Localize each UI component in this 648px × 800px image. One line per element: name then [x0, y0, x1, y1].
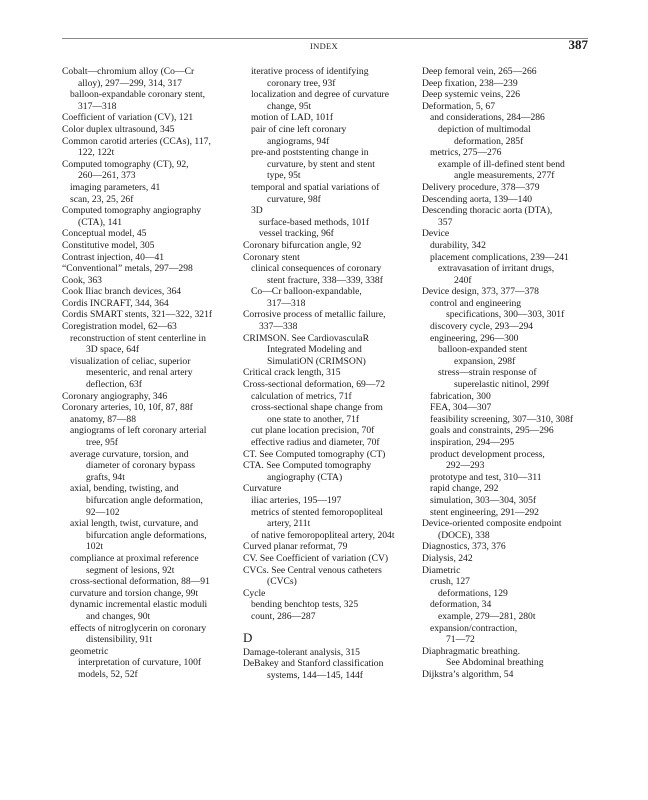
index-entry: metrics, 275—276: [430, 147, 502, 159]
index-entry: expansion, 298f: [454, 355, 516, 367]
index-entry: Coefficient of variation (CV), 121: [62, 112, 194, 124]
index-entry: Co—Cr balloon-expandable,: [251, 286, 362, 298]
index-entry: anatomy, 87—88: [70, 413, 136, 425]
index-entry: 260—261, 373: [78, 170, 136, 182]
index-entry: feasibility screening, 307—310, 308f: [430, 413, 574, 425]
index-entry: change, 95t: [267, 100, 312, 112]
index-entry: systems, 144—145, 144f: [267, 669, 363, 681]
index-entry: 102t: [86, 541, 104, 553]
index-column-3: [422, 66, 598, 680]
index-entry: deformations, 129: [438, 587, 508, 599]
index-entry: example of ill-defined stent bend: [438, 158, 565, 170]
index-entry: Cycle: [243, 587, 266, 599]
index-entry: extravasation of irritant drugs,: [438, 263, 555, 275]
index-entry: engineering, 296—300: [430, 332, 519, 344]
index-entry: bending benchtop tests, 325: [251, 599, 359, 611]
index-entry: placement complications, 239—241: [430, 251, 569, 263]
index-entry: geometric: [70, 645, 109, 657]
index-entry: Diaphragmatic breathing.: [422, 645, 521, 657]
index-entry: localization and degree of curvature: [251, 89, 389, 101]
index-entry: durability, 342: [430, 239, 486, 251]
index-entry: dynamic incremental elastic moduli: [70, 599, 208, 611]
index-entry: one state to another, 71f: [267, 413, 360, 425]
index-entry: angiograms of left coronary arterial: [70, 425, 207, 437]
index-entry: pre-and poststenting change in: [251, 147, 369, 159]
index-entry: inspiration, 294—295: [430, 437, 515, 448]
index-entry: axial length, twist, curvature, and: [70, 518, 199, 530]
index-entry: Computed tomography (CT), 92,: [62, 158, 189, 170]
index-entry: angiograms, 94f: [267, 135, 330, 147]
index-entry: Coronary arteries, 10, 10f, 87, 88f: [62, 402, 193, 414]
index-entry: stress—strain response of: [438, 367, 537, 379]
index-entry: Deep femoral vein, 265—266: [422, 66, 537, 77]
index-entry: Curved planar reformat, 79: [243, 541, 348, 553]
index-entry: Conceptual model, 45: [62, 228, 147, 240]
index-entry: cut plane location precision, 70f: [251, 425, 375, 437]
index-entry: mesenteric, and renal artery: [86, 367, 193, 379]
index-entry: count, 286—287: [251, 610, 316, 622]
index-entry: Cook, 363: [62, 274, 102, 286]
index-entry: CV. See Coefficient of variation (CV): [243, 552, 389, 564]
index-entry: Corrosive process of metallic failure,: [243, 309, 386, 321]
index-entry: tree, 95f: [86, 437, 118, 448]
index-entry: type, 95t: [267, 170, 301, 182]
index-entry: calculation of metrics, 71f: [251, 390, 352, 402]
index-entry: effects of nitroglycerin on coronary: [70, 622, 207, 634]
index-entry: bifurcation angle deformations,: [86, 529, 207, 541]
index-column-2: [243, 66, 419, 681]
index-entry: pair of cine left coronary: [251, 123, 347, 135]
index-entry: Device design, 373, 377—378: [422, 286, 539, 298]
index-entry: crush, 127: [430, 576, 470, 588]
index-entry: product development process,: [430, 448, 545, 460]
index-entry: 357: [438, 216, 453, 228]
index-entry: superelastic nitinol, 299f: [454, 379, 550, 391]
index-entry: See Abdominal breathing: [446, 657, 544, 669]
index-entry: curvature, by stent and stent: [267, 158, 375, 170]
index-entry: CT. See Computed tomography (CT): [243, 448, 386, 460]
index-entry: alloy), 297—299, 314, 317: [78, 77, 182, 89]
index-entry: CTA. See Computed tomography: [243, 460, 372, 472]
index-entry: deformation, 34: [430, 599, 492, 611]
index-entry: Coronary angiography, 346: [62, 390, 168, 402]
index-entry: Curvature: [243, 483, 282, 495]
index-entry: Color duplex ultrasound, 345: [62, 123, 175, 135]
index-entry: bifurcation angle deformation,: [86, 494, 203, 506]
index-entry: Coregistration model, 62—63: [62, 321, 177, 333]
index-entry: effective radius and diameter, 70f: [251, 437, 380, 448]
index-entry: 337—338: [259, 321, 298, 333]
index-entry: surface-based methods, 101f: [259, 216, 370, 228]
index-entry: and considerations, 284—286: [430, 112, 545, 124]
index-entry: deformation, 285f: [454, 135, 524, 147]
index-entry: Device: [422, 228, 450, 240]
index-entry: scan, 23, 25, 26f: [70, 193, 134, 205]
index-entry: axial, bending, twisting, and: [70, 483, 179, 495]
index-entry: stent engineering, 291—292: [430, 506, 539, 518]
page-number: 387: [568, 37, 588, 52]
index-entry: SimulatiON (CRIMSON): [267, 355, 366, 367]
index-entry: control and engineering: [430, 297, 522, 309]
index-entry: 317—318: [267, 297, 306, 309]
index-entry: distensibility, 91t: [86, 634, 153, 646]
index-entry: 92—102: [86, 506, 120, 518]
section-letter: D: [243, 629, 253, 645]
index-entry: Delivery procedure, 378—379: [422, 181, 540, 193]
index-entry: iliac arteries, 195—197: [251, 494, 342, 506]
index-entry: coronary tree, 93f: [267, 77, 336, 89]
index-entry: diameter of coronary bypass: [86, 460, 195, 472]
index-entry: Cordis INCRAFT, 344, 364: [62, 297, 169, 309]
index-entry: curvature and torsion change, 99t: [70, 587, 199, 599]
index-entry: discovery cycle, 293—294: [430, 321, 534, 333]
index-entry: Cross-sectional deformation, 69—72: [243, 379, 386, 391]
index-entry: Coronary bifurcation angle, 92: [243, 239, 362, 251]
index-entry: Device-oriented composite endpoint: [422, 518, 562, 530]
index-entry: (CVCs): [267, 576, 297, 588]
index-entry: FEA, 304—307: [430, 402, 492, 414]
index-entry: Deep systemic veins, 226: [422, 89, 521, 101]
index-entry: Deep fixation, 238—239: [422, 77, 518, 89]
index-entry: reconstruction of stent centerline in: [70, 332, 206, 344]
index-entry: deflection, 63f: [86, 379, 142, 391]
index-entry: 71—72: [446, 634, 475, 646]
index-entry: expansion/contraction,: [430, 622, 518, 634]
index-entry: CRIMSON. See CardiovasculaR: [243, 332, 370, 344]
index-entry: 3D space, 64f: [86, 344, 140, 356]
index-entry: specifications, 300—303, 301f: [446, 309, 565, 321]
index-entry: Critical crack length, 315: [243, 367, 341, 379]
index-entry: models, 52, 52f: [78, 668, 138, 680]
index-entry: Constitutive model, 305: [62, 239, 155, 251]
index-entry: goals and constraints, 295—296: [430, 425, 554, 437]
index-entry: iterative process of identifying: [251, 66, 369, 77]
index-column-1: [62, 66, 238, 680]
index-entry: stent fracture, 338—339, 338f: [267, 274, 383, 286]
index-entry: clinical consequences of coronary: [251, 263, 382, 275]
index-entry: (CTA), 141: [78, 216, 122, 228]
index-entry: “Conventional” metals, 297—298: [62, 263, 193, 275]
index-entry: angle measurements, 277f: [454, 170, 555, 182]
index-entry: Integrated Modeling and: [267, 344, 362, 356]
index-entry: example, 279—281, 280t: [438, 610, 536, 622]
index-entry: simulation, 303—304, 305f: [430, 494, 537, 506]
index-entry: of native femoropopliteal artery, 204t: [251, 529, 395, 541]
index-entry: 292—293: [446, 460, 485, 472]
index-entry: vessel tracking, 96f: [259, 228, 334, 240]
index-entry: imaging parameters, 41: [70, 181, 161, 193]
index-entry: artery, 211t: [267, 518, 311, 530]
index-entry: 122, 122t: [78, 147, 115, 159]
index-entry: DeBakey and Stanford classification: [243, 658, 384, 670]
index-entry: 3D: [251, 205, 263, 217]
index-entry: motion of LAD, 101f: [251, 112, 334, 124]
index-entry: average curvature, torsion, and: [70, 448, 189, 460]
index-entry: Contrast injection, 40—41: [62, 251, 165, 263]
index-entry: grafts, 94t: [86, 471, 125, 483]
index-entry: and changes, 90t: [86, 610, 151, 622]
index-entry: metrics of stented femoropopliteal: [251, 506, 383, 518]
index-entry: Descending aorta, 139—140: [422, 193, 533, 205]
index-entry: angiography (CTA): [267, 471, 343, 483]
index-entry: rapid change, 292: [430, 483, 499, 495]
index-entry: balloon-expanded stent: [438, 344, 528, 356]
index-entry: Diametric: [422, 564, 461, 576]
index-entry: Damage-tolerant analysis, 315: [243, 646, 360, 658]
index-entry: visualization of celiac, superior: [70, 355, 191, 367]
index-entry: Dijkstra’s algorithm, 54: [422, 668, 514, 680]
index-entry: segment of lesions, 92t: [86, 564, 175, 576]
index-entry: depiction of multimodal: [438, 123, 531, 135]
index-entry: balloon-expandable coronary stent,: [70, 89, 206, 101]
index-entry: temporal and spatial variations of: [251, 181, 380, 193]
index-entry: (DOCE), 338: [438, 529, 490, 541]
index-entry: Common carotid arteries (CCAs), 117,: [62, 135, 211, 147]
index-entry: compliance at proximal reference: [70, 552, 199, 564]
running-header: INDEX: [310, 41, 338, 51]
index-entry: curvature, 98f: [267, 193, 321, 205]
index-entry: interpretation of curvature, 100f: [78, 657, 202, 669]
index-entry: Dialysis, 242: [422, 552, 473, 564]
index-entry: fabrication, 300: [430, 390, 491, 402]
index-entry: Descending thoracic aorta (DTA),: [422, 205, 553, 217]
index-entry: Diagnostics, 373, 376: [422, 541, 506, 553]
index-entry: Cordis SMART stents, 321—322, 321f: [62, 309, 213, 321]
index-entry: Cook Iliac branch devices, 364: [62, 286, 182, 298]
index-entry: Deformation, 5, 67: [422, 100, 496, 112]
index-entry: 317—318: [78, 100, 117, 112]
index-entry: Coronary stent: [243, 251, 300, 263]
index-entry: prototype and test, 310—311: [430, 471, 542, 483]
index-entry: Computed tomography angiography: [62, 205, 202, 217]
index-entry: cross-sectional shape change from: [251, 402, 383, 414]
header-rule: [62, 38, 588, 39]
index-entry: CVCs. See Central venous catheters: [243, 564, 382, 576]
index-entry: Cobalt—chromium alloy (Co—Cr: [62, 66, 195, 77]
index-entry: cross-sectional deformation, 88—91: [70, 576, 210, 588]
index-entry: 240f: [454, 274, 472, 286]
